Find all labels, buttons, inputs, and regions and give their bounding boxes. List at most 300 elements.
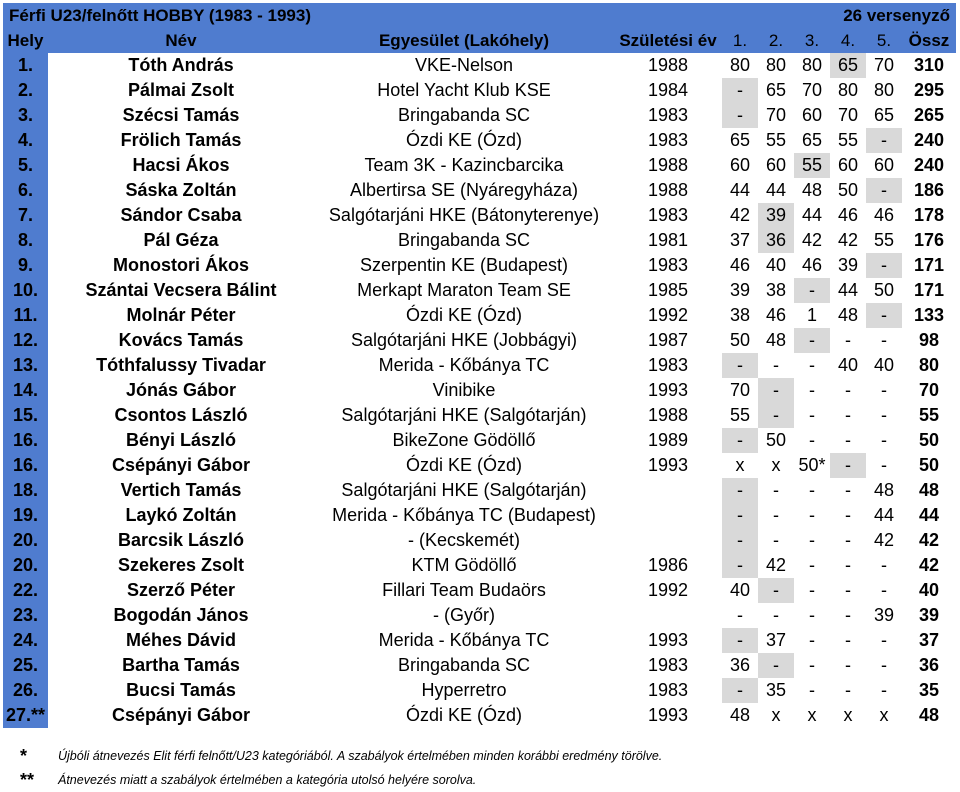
round-2-cell: - <box>773 530 779 550</box>
round-3-cell: 1 <box>806 305 817 325</box>
rank-cell: 1. <box>3 53 48 78</box>
rank-cell: 20. <box>3 553 48 578</box>
round-2-cell: 60 <box>765 155 787 175</box>
round-1-cell: 40 <box>729 580 751 600</box>
birth-year-cell: 1988 <box>647 405 689 425</box>
total-cell: 42 <box>918 530 940 550</box>
table-row <box>3 353 956 378</box>
name-cell: Hacsi Ákos <box>132 155 230 175</box>
rank-cell: 16. <box>3 428 48 453</box>
round-4-cell: - <box>845 505 851 525</box>
round-4-cell: - <box>845 630 851 650</box>
round-5-cell: 46 <box>873 205 895 225</box>
round-3-cell: 42 <box>801 230 823 250</box>
total-cell: 171 <box>913 280 945 300</box>
total-cell: 70 <box>918 380 940 400</box>
rank-cell: 6. <box>3 178 48 203</box>
birth-year-cell: 1989 <box>647 430 689 450</box>
round-1-cell: 55 <box>729 405 751 425</box>
table-row <box>3 178 956 203</box>
total-cell: 171 <box>913 255 945 275</box>
name-cell: Vertich Tamás <box>120 480 242 500</box>
birth-year-cell: 1993 <box>647 630 689 650</box>
round-3-cell: 65 <box>801 130 823 150</box>
round-4-cell: - <box>845 430 851 450</box>
name-cell: Bucsi Tamás <box>126 680 236 700</box>
round-4-cell: - <box>845 580 851 600</box>
round-4-cell: - <box>845 330 851 350</box>
round-1-cell: x <box>735 455 745 475</box>
birth-year-cell: 1983 <box>647 255 689 275</box>
round-4-cell: - <box>845 555 851 575</box>
total-cell: 55 <box>918 405 940 425</box>
round-2-cell: - <box>758 653 794 678</box>
name-cell: Tóthfalussy Tivadar <box>96 355 266 375</box>
club-cell: Ózdi KE (Ózd) <box>405 455 523 475</box>
total-cell: 176 <box>913 230 945 250</box>
club-cell: BikeZone Gödöllő <box>392 430 536 450</box>
round-5-cell: - <box>881 380 887 400</box>
round-4-cell: 42 <box>837 230 859 250</box>
round-4-cell: 65 <box>830 53 866 78</box>
col-header-round-4: 4. <box>830 28 866 53</box>
club-cell: Salgótarjáni HKE (Bátonyterenye) <box>328 205 600 225</box>
table-row <box>3 403 956 428</box>
round-4-cell: - <box>845 605 851 625</box>
round-4-cell: - <box>845 680 851 700</box>
round-5-cell: 50 <box>873 280 895 300</box>
round-3-cell: - <box>809 480 815 500</box>
club-cell: Salgótarjáni HKE (Jobbágyi) <box>350 330 578 350</box>
name-cell: Csépányi Gábor <box>111 455 251 475</box>
round-1-cell: 36 <box>729 655 751 675</box>
club-cell: Ózdi KE (Ózd) <box>405 705 523 725</box>
total-cell: 35 <box>918 680 940 700</box>
round-5-cell: - <box>881 655 887 675</box>
name-cell: Szántai Vecsera Bálint <box>85 280 277 300</box>
round-4-cell: - <box>845 380 851 400</box>
round-2-cell: 80 <box>765 55 787 75</box>
name-cell: Jónás Gábor <box>125 380 237 400</box>
round-3-cell: - <box>809 680 815 700</box>
birth-year-cell: 1993 <box>647 380 689 400</box>
name-cell: Bogodán János <box>113 605 249 625</box>
birth-year-cell: 1986 <box>647 555 689 575</box>
col-header-born: Születési év <box>614 28 722 53</box>
results-table <box>3 28 956 728</box>
round-2-cell: - <box>773 480 779 500</box>
round-3-cell: - <box>809 430 815 450</box>
round-5-cell: - <box>881 555 887 575</box>
club-cell: Fillari Team Budaörs <box>382 580 546 600</box>
round-3-cell: 44 <box>801 205 823 225</box>
round-3-cell: - <box>809 380 815 400</box>
round-1-cell: 65 <box>729 130 751 150</box>
club-cell: Vinibike <box>432 380 496 400</box>
total-cell: 48 <box>918 480 940 500</box>
round-4-cell: 44 <box>837 280 859 300</box>
rank-cell: 12. <box>3 328 48 353</box>
round-5-cell: - <box>866 128 902 153</box>
club-cell: Bringabanda SC <box>397 105 531 125</box>
name-cell: Barcsik László <box>117 530 245 550</box>
total-cell: 44 <box>918 505 940 525</box>
round-5-cell: - <box>866 303 902 328</box>
rank-cell: 18. <box>3 478 48 503</box>
table-row <box>3 503 956 528</box>
round-5-cell: - <box>881 430 887 450</box>
birth-year-cell: 1988 <box>647 155 689 175</box>
birth-year-cell: 1988 <box>647 180 689 200</box>
rank-cell: 4. <box>3 128 48 153</box>
col-header-round-5: 5. <box>866 28 902 53</box>
round-2-cell: - <box>773 605 779 625</box>
total-cell: 40 <box>918 580 940 600</box>
total-cell: 39 <box>918 605 940 625</box>
club-cell: Szerpentin KE (Budapest) <box>359 255 569 275</box>
table-row <box>3 528 956 553</box>
table-row <box>3 128 956 153</box>
round-5-cell: - <box>881 405 887 425</box>
round-1-cell: 48 <box>729 705 751 725</box>
round-2-cell: x <box>771 455 781 475</box>
table-row <box>3 628 956 653</box>
table-row <box>3 53 956 78</box>
rank-cell: 25. <box>3 653 48 678</box>
table-row <box>3 428 956 453</box>
col-header-round-1: 1. <box>722 28 758 53</box>
birth-year-cell: 1983 <box>647 355 689 375</box>
round-3-cell: 48 <box>801 180 823 200</box>
round-2-cell: 48 <box>765 330 787 350</box>
birth-year-cell <box>614 478 722 503</box>
round-1-cell: 50 <box>729 330 751 350</box>
round-3-cell: - <box>809 555 815 575</box>
birth-year-cell: 1993 <box>647 455 689 475</box>
total-cell: 37 <box>918 630 940 650</box>
round-3-cell: 50* <box>798 455 826 475</box>
total-cell: 265 <box>913 105 945 125</box>
footnote-text: Átnevezés miatt a szabályok értelmében a kategória utolsó helyére sorolva. <box>58 773 477 787</box>
round-5-cell: 65 <box>873 105 895 125</box>
round-5-cell: 44 <box>873 505 895 525</box>
total-cell: 36 <box>918 655 940 675</box>
rank-cell: 14. <box>3 378 48 403</box>
round-1-cell: 42 <box>729 205 751 225</box>
round-5-cell: - <box>866 178 902 203</box>
table-row <box>3 328 956 353</box>
round-2-cell: - <box>773 355 779 375</box>
round-5-cell: - <box>881 455 887 475</box>
rank-cell: 5. <box>3 153 48 178</box>
birth-year-cell: 1983 <box>647 655 689 675</box>
round-1-cell: - <box>722 478 758 503</box>
total-cell: 240 <box>913 130 945 150</box>
club-cell: Salgótarjáni HKE (Salgótarján) <box>341 480 587 500</box>
rank-cell: 16. <box>3 453 48 478</box>
round-5-cell: x <box>879 705 889 725</box>
round-4-cell: 55 <box>837 130 859 150</box>
category-title: Férfi U23/felnőtt HOBBY (1983 - 1993) <box>9 5 311 25</box>
round-2-cell: 37 <box>765 630 787 650</box>
club-cell: - (Kecskemét) <box>407 530 521 550</box>
table-row <box>3 453 956 478</box>
birth-year-cell: 1983 <box>647 130 689 150</box>
total-cell: 98 <box>918 330 940 350</box>
footnotes <box>20 744 950 792</box>
round-3-cell: 70 <box>801 80 823 100</box>
name-cell: Szerző Péter <box>126 580 236 600</box>
total-cell: 178 <box>913 205 945 225</box>
name-cell: Pál Géza <box>143 230 219 250</box>
birth-year-cell: 1988 <box>647 55 689 75</box>
round-2-cell: 50 <box>765 430 787 450</box>
round-1-cell: - <box>722 528 758 553</box>
round-1-cell: 80 <box>729 55 751 75</box>
club-cell: VKE-Nelson <box>414 55 514 75</box>
col-header-club: Egyesület (Lakóhely) <box>314 28 614 53</box>
birth-year-cell: 1985 <box>647 280 689 300</box>
name-cell: Sándor Csaba <box>120 205 242 225</box>
round-2-cell: 70 <box>765 105 787 125</box>
rank-cell: 3. <box>3 103 48 128</box>
table-row <box>3 553 956 578</box>
rank-cell: 10. <box>3 278 48 303</box>
rank-cell: 23. <box>3 603 48 628</box>
round-5-cell: - <box>866 253 902 278</box>
round-4-cell: 46 <box>837 205 859 225</box>
table-row <box>3 78 956 103</box>
round-4-cell: x <box>843 705 853 725</box>
round-4-cell: 70 <box>837 105 859 125</box>
round-3-cell: - <box>809 655 815 675</box>
club-cell: Salgótarjáni HKE (Salgótarján) <box>341 405 587 425</box>
round-1-cell: - <box>722 103 758 128</box>
round-3-cell: - <box>809 605 815 625</box>
round-3-cell: - <box>809 355 815 375</box>
round-2-cell: x <box>771 705 781 725</box>
round-3-cell: - <box>809 505 815 525</box>
round-4-cell: - <box>845 405 851 425</box>
club-cell: Hotel Yacht Klub KSE <box>377 80 551 100</box>
name-cell: Pálmai Zsolt <box>127 80 235 100</box>
total-cell: 50 <box>918 455 940 475</box>
round-2-cell: - <box>758 578 794 603</box>
birth-year-cell: 1992 <box>647 580 689 600</box>
round-5-cell: 70 <box>873 55 895 75</box>
round-3-cell: 46 <box>801 255 823 275</box>
round-3-cell: 80 <box>801 55 823 75</box>
col-header-round-2: 2. <box>758 28 794 53</box>
round-4-cell: - <box>845 530 851 550</box>
birth-year-cell: 1993 <box>647 705 689 725</box>
rank-cell: 26. <box>3 678 48 703</box>
round-5-cell: 80 <box>873 80 895 100</box>
club-cell: Ózdi KE (Ózd) <box>405 130 523 150</box>
round-2-cell: 36 <box>758 228 794 253</box>
col-header-name: Név <box>48 28 314 53</box>
round-1-cell: 44 <box>729 180 751 200</box>
total-cell: 133 <box>913 305 945 325</box>
round-1-cell: - <box>722 503 758 528</box>
birth-year-cell <box>614 528 722 553</box>
birth-year-cell: 1984 <box>647 80 689 100</box>
total-cell: 50 <box>918 430 940 450</box>
club-cell: Team 3K - Kazincbarcika <box>364 155 564 175</box>
name-cell: Szekeres Zsolt <box>117 555 245 575</box>
round-2-cell: 44 <box>765 180 787 200</box>
rank-cell: 8. <box>3 228 48 253</box>
table-row <box>3 203 956 228</box>
rank-cell: 11. <box>3 303 48 328</box>
col-header-round-3: 3. <box>794 28 830 53</box>
footnote <box>20 744 950 768</box>
rank-cell: 7. <box>3 203 48 228</box>
round-5-cell: - <box>881 580 887 600</box>
rank-cell: 27.** <box>3 703 48 728</box>
round-2-cell: - <box>773 505 779 525</box>
round-5-cell: 39 <box>873 605 895 625</box>
round-2-cell: 65 <box>765 80 787 100</box>
name-cell: Molnár Péter <box>126 305 236 325</box>
col-header-total: Össz <box>902 28 956 53</box>
birth-year-cell <box>614 603 722 628</box>
birth-year-cell: 1983 <box>647 205 689 225</box>
round-1-cell: - <box>722 353 758 378</box>
round-2-cell: - <box>758 378 794 403</box>
club-cell: Merida - Kőbánya TC <box>378 630 550 650</box>
name-cell: Csépányi Gábor <box>111 705 251 725</box>
round-3-cell: - <box>794 278 830 303</box>
round-4-cell: 60 <box>837 155 859 175</box>
footnote-mark: ** <box>20 769 35 790</box>
table-row <box>3 653 956 678</box>
total-cell: 186 <box>913 180 945 200</box>
table-row <box>3 378 956 403</box>
round-2-cell: 39 <box>758 203 794 228</box>
round-5-cell: 40 <box>873 355 895 375</box>
name-cell: Kovács Tamás <box>118 330 244 350</box>
table-row <box>3 253 956 278</box>
total-cell: 42 <box>918 555 940 575</box>
round-1-cell: 37 <box>729 230 751 250</box>
round-3-cell: x <box>807 705 817 725</box>
birth-year-cell: 1987 <box>647 330 689 350</box>
total-cell: 240 <box>913 155 945 175</box>
birth-year-cell: 1983 <box>647 105 689 125</box>
birth-year-cell: 1981 <box>647 230 689 250</box>
rank-cell: 22. <box>3 578 48 603</box>
table-row <box>3 153 956 178</box>
round-4-cell: - <box>845 480 851 500</box>
round-3-cell: - <box>809 405 815 425</box>
results-body <box>3 53 956 728</box>
footnote <box>20 768 950 792</box>
results-sheet <box>3 3 956 728</box>
name-cell: Frölich Tamás <box>120 130 242 150</box>
name-cell: Sáska Zoltán <box>125 180 237 200</box>
total-cell: 80 <box>918 355 940 375</box>
birth-year-cell: 1992 <box>647 305 689 325</box>
club-cell: - (Győr) <box>433 605 495 625</box>
birth-year-cell: 1983 <box>647 680 689 700</box>
name-cell: Szécsi Tamás <box>122 105 240 125</box>
club-cell: KTM Gödöllő <box>411 555 517 575</box>
club-cell: Bringabanda SC <box>397 655 531 675</box>
round-5-cell: 55 <box>873 230 895 250</box>
round-5-cell: 42 <box>873 530 895 550</box>
rank-cell: 13. <box>3 353 48 378</box>
round-1-cell: - <box>722 678 758 703</box>
name-cell: Monostori Ákos <box>112 255 249 275</box>
round-2-cell: 35 <box>765 680 787 700</box>
table-row <box>3 478 956 503</box>
round-3-cell: 60 <box>801 105 823 125</box>
name-cell: Bényi László <box>125 430 237 450</box>
rank-cell: 24. <box>3 628 48 653</box>
table-row <box>3 678 956 703</box>
round-2-cell: 46 <box>765 305 787 325</box>
round-2-cell: 55 <box>765 130 787 150</box>
footnote-mark: * <box>20 745 28 766</box>
round-1-cell: - <box>722 428 758 453</box>
total-cell: 295 <box>913 80 945 100</box>
round-4-cell: 48 <box>837 305 859 325</box>
title-bar <box>3 3 956 28</box>
round-2-cell: 38 <box>765 280 787 300</box>
round-1-cell: 70 <box>729 380 751 400</box>
table-row <box>3 303 956 328</box>
table-row <box>3 278 956 303</box>
table-row <box>3 578 956 603</box>
round-4-cell: 50 <box>837 180 859 200</box>
round-3-cell: - <box>809 580 815 600</box>
round-1-cell: - <box>737 605 743 625</box>
round-4-cell: 39 <box>837 255 859 275</box>
rank-cell: 20. <box>3 528 48 553</box>
competitor-count: 26 versenyző <box>843 5 950 25</box>
club-cell: Ózdi KE (Ózd) <box>405 305 523 325</box>
round-2-cell: - <box>758 403 794 428</box>
round-3-cell: - <box>809 530 815 550</box>
round-4-cell: - <box>830 453 866 478</box>
round-3-cell: 55 <box>794 153 830 178</box>
club-cell: Merkapt Maraton Team SE <box>357 280 571 300</box>
round-1-cell: - <box>722 628 758 653</box>
round-1-cell: - <box>722 553 758 578</box>
header-row <box>3 28 956 53</box>
rank-cell: 9. <box>3 253 48 278</box>
round-4-cell: 40 <box>837 355 859 375</box>
name-cell: Laykó Zoltán <box>125 505 237 525</box>
club-cell: Albertirsa SE (Nyáregyháza) <box>349 180 579 200</box>
name-cell: Tóth András <box>128 55 234 75</box>
total-cell: 48 <box>918 705 940 725</box>
club-cell: Merida - Kőbánya TC <box>378 355 550 375</box>
round-5-cell: 48 <box>873 480 895 500</box>
round-5-cell: - <box>881 630 887 650</box>
round-1-cell: 38 <box>729 305 751 325</box>
club-cell: Merida - Kőbánya TC (Budapest) <box>332 505 596 525</box>
name-cell: Bartha Tamás <box>122 655 240 675</box>
birth-year-cell <box>614 503 722 528</box>
footnote-text: Újbóli átnevezés Elit férfi felnőtt/U23 kategóriából. A szabályok értelmében minden korábbi eredmény törölve. <box>58 749 663 763</box>
total-cell: 310 <box>913 55 945 75</box>
round-3-cell: - <box>794 328 830 353</box>
round-1-cell: 39 <box>729 280 751 300</box>
name-cell: Csontos László <box>114 405 248 425</box>
rank-cell: 15. <box>3 403 48 428</box>
